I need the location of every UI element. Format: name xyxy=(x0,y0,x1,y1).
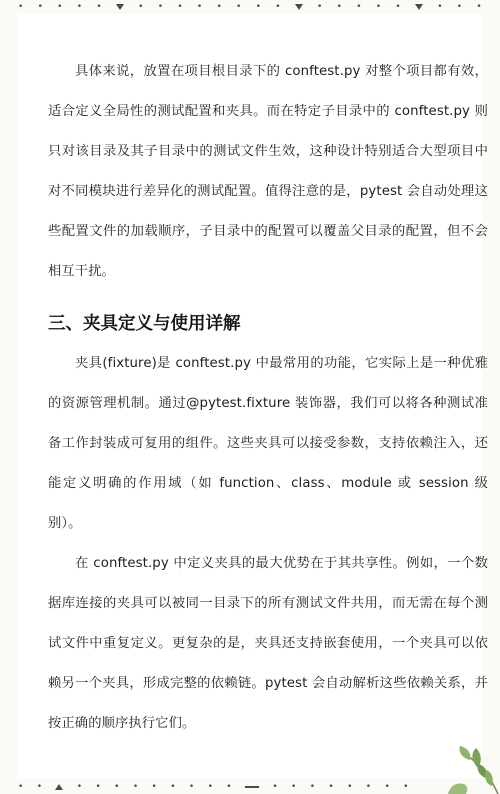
border-dot-icon: • xyxy=(18,2,24,12)
fixture-sharing-paragraph: 在 conftest.py 中定义夹具的最大优势在于其共享性。例如，一个数据库连接的夹具可以被同一目录下的所有测试文件共用，而无需在每个测试文件中重复定义。更复杂的是，夹具还支持嵌套使用，一个夹具可以依赖另一个夹具，形成完整的依赖链。pytest 会自动解析这些依赖关系，并按正确的顺序执行它们。 xyxy=(48,556,488,731)
border-dot-icon: • xyxy=(309,782,315,792)
border-dot-icon: • xyxy=(95,782,101,792)
intro-paragraph: 具体来说，放置在项目根目录下的 conftest.py 对整个项目都有效，适合定义全局性的测试配置和夹具。而在特定子目录中的 conftest.py 则只对该目录及其子目录中的测试文件生效，这种设计特别适合大型项目中对不同模块进行差异化的测试配置。值得注意的是，pytest 会自动处理这些配置文件的加载顺序，子目录中的配置可以覆盖父目录的配置，但不会相互干扰。 xyxy=(48,64,488,279)
bottom-border xyxy=(18,780,482,794)
border-dot-icon: • xyxy=(356,2,362,12)
border-dot-icon: • xyxy=(375,2,382,12)
border-triangle-icon xyxy=(55,784,63,790)
border-dot-icon: • xyxy=(177,2,183,12)
border-dot-icon: • xyxy=(437,2,443,12)
border-dot-icon: • xyxy=(37,2,43,12)
border-dot-icon: • xyxy=(151,782,157,792)
border-dot-icon: • xyxy=(157,2,164,12)
border-dot-icon: • xyxy=(170,782,176,792)
border-dot-icon: • xyxy=(207,782,213,792)
border-dot-icon: • xyxy=(275,2,281,12)
border-dot-icon: • xyxy=(57,2,63,12)
border-dot-icon: • xyxy=(365,782,372,792)
border-dot-icon: • xyxy=(196,2,203,12)
border-triangle-icon xyxy=(295,4,303,10)
border-dot-icon: • xyxy=(132,782,139,792)
border-dot-icon: • xyxy=(36,782,42,792)
border-dot-icon: • xyxy=(18,782,24,792)
border-dot-icon: • xyxy=(76,782,83,792)
border-dot-icon: • xyxy=(476,2,482,12)
border-dot-icon: • xyxy=(347,782,353,792)
border-dot-icon: • xyxy=(236,2,242,12)
border-dot-icon: • xyxy=(76,2,83,12)
border-dot-icon: • xyxy=(96,2,102,12)
fixture-intro-paragraph: 夹具(fixture)是 conftest.py 中最常用的功能，它实际上是一种优雅的资源管理机制。通过@pytest.fixture 装饰器，我们可以将各种测试准备工作封装成可复用的组件。这些夹具可以接受参数，支持依赖注入，还能定义明确的作用域（如 function、class、module 或 session 级别）。 xyxy=(48,356,488,531)
border-triangle-icon xyxy=(415,4,423,10)
border-dot-icon: • xyxy=(317,2,323,12)
border-dot-icon: • xyxy=(216,2,222,12)
border-dot-icon: • xyxy=(328,782,334,792)
border-dot-icon: • xyxy=(114,782,120,792)
border-dot-icon: • xyxy=(138,2,144,12)
border-dot-icon: • xyxy=(384,782,390,792)
leaf-branch-icon xyxy=(420,724,500,794)
document-content xyxy=(48,14,488,744)
border-dot-icon: • xyxy=(336,2,342,12)
section-heading: 三、夹具定义与使用详解 xyxy=(48,314,241,334)
border-dot-icon: • xyxy=(403,782,409,792)
border-dot-icon: • xyxy=(188,782,195,792)
border-dot-icon: • xyxy=(291,782,297,792)
border-triangle-icon xyxy=(116,4,124,10)
border-dash-icon xyxy=(245,786,259,788)
border-dot-icon: • xyxy=(272,782,278,792)
border-dot-icon: • xyxy=(226,782,232,792)
border-dot-icon: • xyxy=(395,2,401,12)
border-dot-icon: • xyxy=(255,2,261,12)
top-border xyxy=(18,0,482,14)
border-dot-icon: • xyxy=(456,2,463,12)
document-page xyxy=(18,14,488,778)
